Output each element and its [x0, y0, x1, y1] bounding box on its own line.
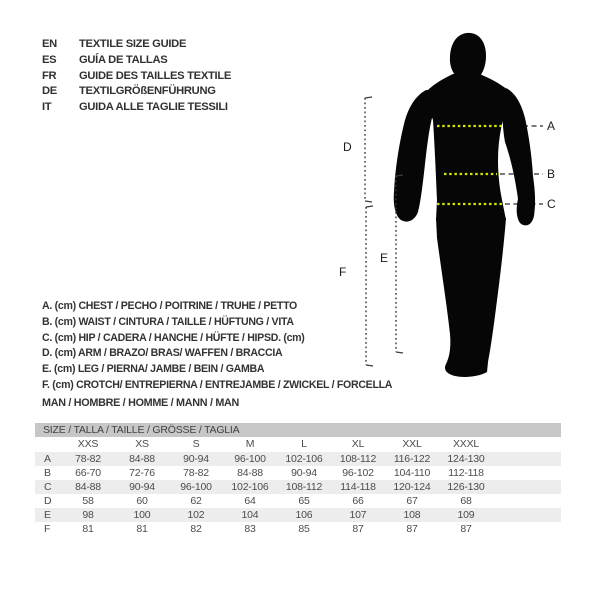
cell: 126-130	[447, 481, 485, 493]
cell: 96-100	[234, 453, 266, 465]
language-row	[42, 37, 231, 53]
label-chest-a: A	[547, 119, 556, 133]
cell: 87	[352, 523, 364, 535]
language-title: GUÍA DE TALLAS	[79, 53, 168, 66]
language-code: FR	[42, 69, 57, 82]
column-header: XXXL	[439, 437, 493, 452]
filler-cell	[493, 437, 561, 452]
filler-cell	[493, 494, 561, 508]
cell: 78-82	[183, 467, 209, 479]
label-waist-b: B	[547, 167, 556, 181]
measurement-line-leg: E. (cm) LEG / PIERNA/ JAMBE / BEIN / GAMBA	[42, 363, 265, 376]
cell: 96-102	[342, 467, 374, 479]
row-label: A	[44, 453, 51, 465]
cell: 104	[241, 509, 259, 521]
cell: 82	[190, 523, 202, 535]
label-arm-d: D	[343, 140, 352, 154]
cell: 102-106	[285, 453, 323, 465]
cell: 106	[295, 509, 313, 521]
cell: 60	[136, 495, 148, 507]
measurement-line-arm: D. (cm) ARM / BRAZO/ BRAS/ WAFFEN / BRACCIA	[42, 347, 283, 360]
cell: 114-118	[340, 481, 376, 493]
language-title: TEXTILE SIZE GUIDE	[79, 38, 187, 50]
arm-guide-tick-bottom	[365, 201, 372, 202]
column-header: XS	[115, 437, 169, 452]
cell: 109	[457, 509, 475, 521]
column-header: XXL	[385, 437, 439, 452]
leg-guide-tick-bottom	[396, 352, 403, 353]
cell: 102-106	[231, 481, 269, 493]
cell: 87	[460, 523, 472, 535]
filler-cell	[493, 508, 561, 522]
cell: 116-122	[393, 453, 431, 465]
language-title: TEXTILGRÖßENFÜHRUNG	[79, 85, 216, 98]
cell: 104-110	[393, 467, 431, 479]
table-row	[35, 494, 561, 508]
language-code: DE	[42, 85, 57, 98]
table-row	[35, 522, 561, 536]
size-table-grid	[35, 437, 561, 536]
table-row	[35, 480, 561, 494]
filler-cell	[493, 522, 561, 536]
cell: 81	[136, 523, 148, 535]
language-title: GUIDE DES TAILLES TEXTILE	[79, 69, 232, 82]
cell: 83	[244, 523, 256, 535]
row-label: C	[44, 481, 52, 493]
cell: 90-94	[129, 481, 155, 493]
row-label: B	[44, 467, 51, 479]
language-row	[42, 84, 231, 100]
cell: 108-112	[285, 481, 323, 493]
language-row	[42, 53, 231, 69]
cell: 58	[82, 495, 94, 507]
cell: 64	[244, 495, 256, 507]
cell: 66	[352, 495, 364, 507]
language-title: GUIDA ALLE TAGLIE TESSILI	[79, 101, 228, 114]
cell: 120-124	[393, 481, 431, 493]
row-label: D	[44, 495, 52, 507]
cell: 124-130	[447, 453, 485, 465]
measurement-line-crotch: F. (cm) CROTCH/ ENTREPIERNA / ENTREJAMBE / ZWICKEL / FORCELLA	[42, 378, 393, 391]
cell: 108	[403, 509, 421, 521]
column-header: XXS	[61, 437, 115, 452]
filler-cell	[493, 466, 561, 480]
table-row	[35, 508, 561, 522]
cell: 107	[349, 509, 367, 521]
size-table	[35, 423, 561, 536]
crotch-guide-tick-top	[366, 206, 373, 207]
label-hip-c: C	[547, 197, 556, 211]
language-code: IT	[42, 101, 52, 114]
size-column-header-row	[35, 437, 561, 452]
measurement-line-waist: B. (cm) WAIST / CINTURA / TAILLE / HÜFTUNG / VITA	[42, 315, 294, 328]
cell: 87	[406, 523, 418, 535]
measurement-line-chest: A. (cm) CHEST / PECHO / POITRINE / TRUHE / PETTO	[42, 300, 297, 312]
cell: 96-100	[180, 481, 212, 493]
cell: 108-112	[339, 453, 377, 465]
row-label: F	[44, 523, 51, 535]
size-table-title-band: SIZE / TALLA / TAILLE / GRÖSSE / TAGLIA	[35, 423, 561, 437]
table-row	[35, 452, 561, 466]
cell: 66-70	[75, 467, 101, 479]
row-label: E	[44, 509, 51, 521]
cell: 81	[82, 523, 94, 535]
cell: 98	[82, 509, 94, 521]
cell: 85	[298, 523, 310, 535]
language-code: EN	[42, 38, 57, 50]
silhouette-legs	[436, 218, 506, 377]
table-row	[35, 466, 561, 480]
corner-cell	[35, 437, 61, 452]
cell: 90-94	[291, 467, 317, 479]
cell: 67	[406, 495, 418, 507]
gender-line: MAN / HOMBRE / HOMME / MANN / MAN	[42, 397, 240, 409]
cell: 84-88	[129, 453, 155, 465]
column-header: L	[277, 437, 331, 452]
silhouette-right-arm	[503, 88, 535, 225]
arm-guide-tick-top	[365, 97, 372, 98]
cell: 112-118	[448, 467, 484, 479]
cell: 100	[133, 509, 151, 521]
silhouette-torso	[423, 74, 516, 220]
language-code: ES	[42, 53, 57, 66]
language-row	[42, 100, 231, 116]
cell: 90-94	[183, 453, 209, 465]
measurement-line-hip: C. (cm) HIP / CADERA / HANCHE / HÜFTE / HIPSD. (cm)	[42, 331, 305, 344]
cell: 68	[460, 495, 472, 507]
language-row	[42, 69, 231, 85]
measurement-legend	[42, 299, 392, 394]
silhouette-left-arm	[394, 90, 433, 222]
language-heading-block	[42, 37, 231, 116]
filler-cell	[493, 452, 561, 466]
cell: 62	[190, 495, 202, 507]
cell: 84-88	[237, 467, 263, 479]
filler-cell	[493, 480, 561, 494]
cell: 84-88	[75, 481, 101, 493]
cell: 78-82	[75, 453, 101, 465]
label-crotch-f: F	[339, 265, 347, 279]
column-header: M	[223, 437, 277, 452]
column-header: XL	[331, 437, 385, 452]
cell: 102	[187, 509, 205, 521]
label-leg-e: E	[380, 251, 389, 265]
cell: 72-76	[129, 467, 155, 479]
cell: 65	[298, 495, 310, 507]
column-header: S	[169, 437, 223, 452]
